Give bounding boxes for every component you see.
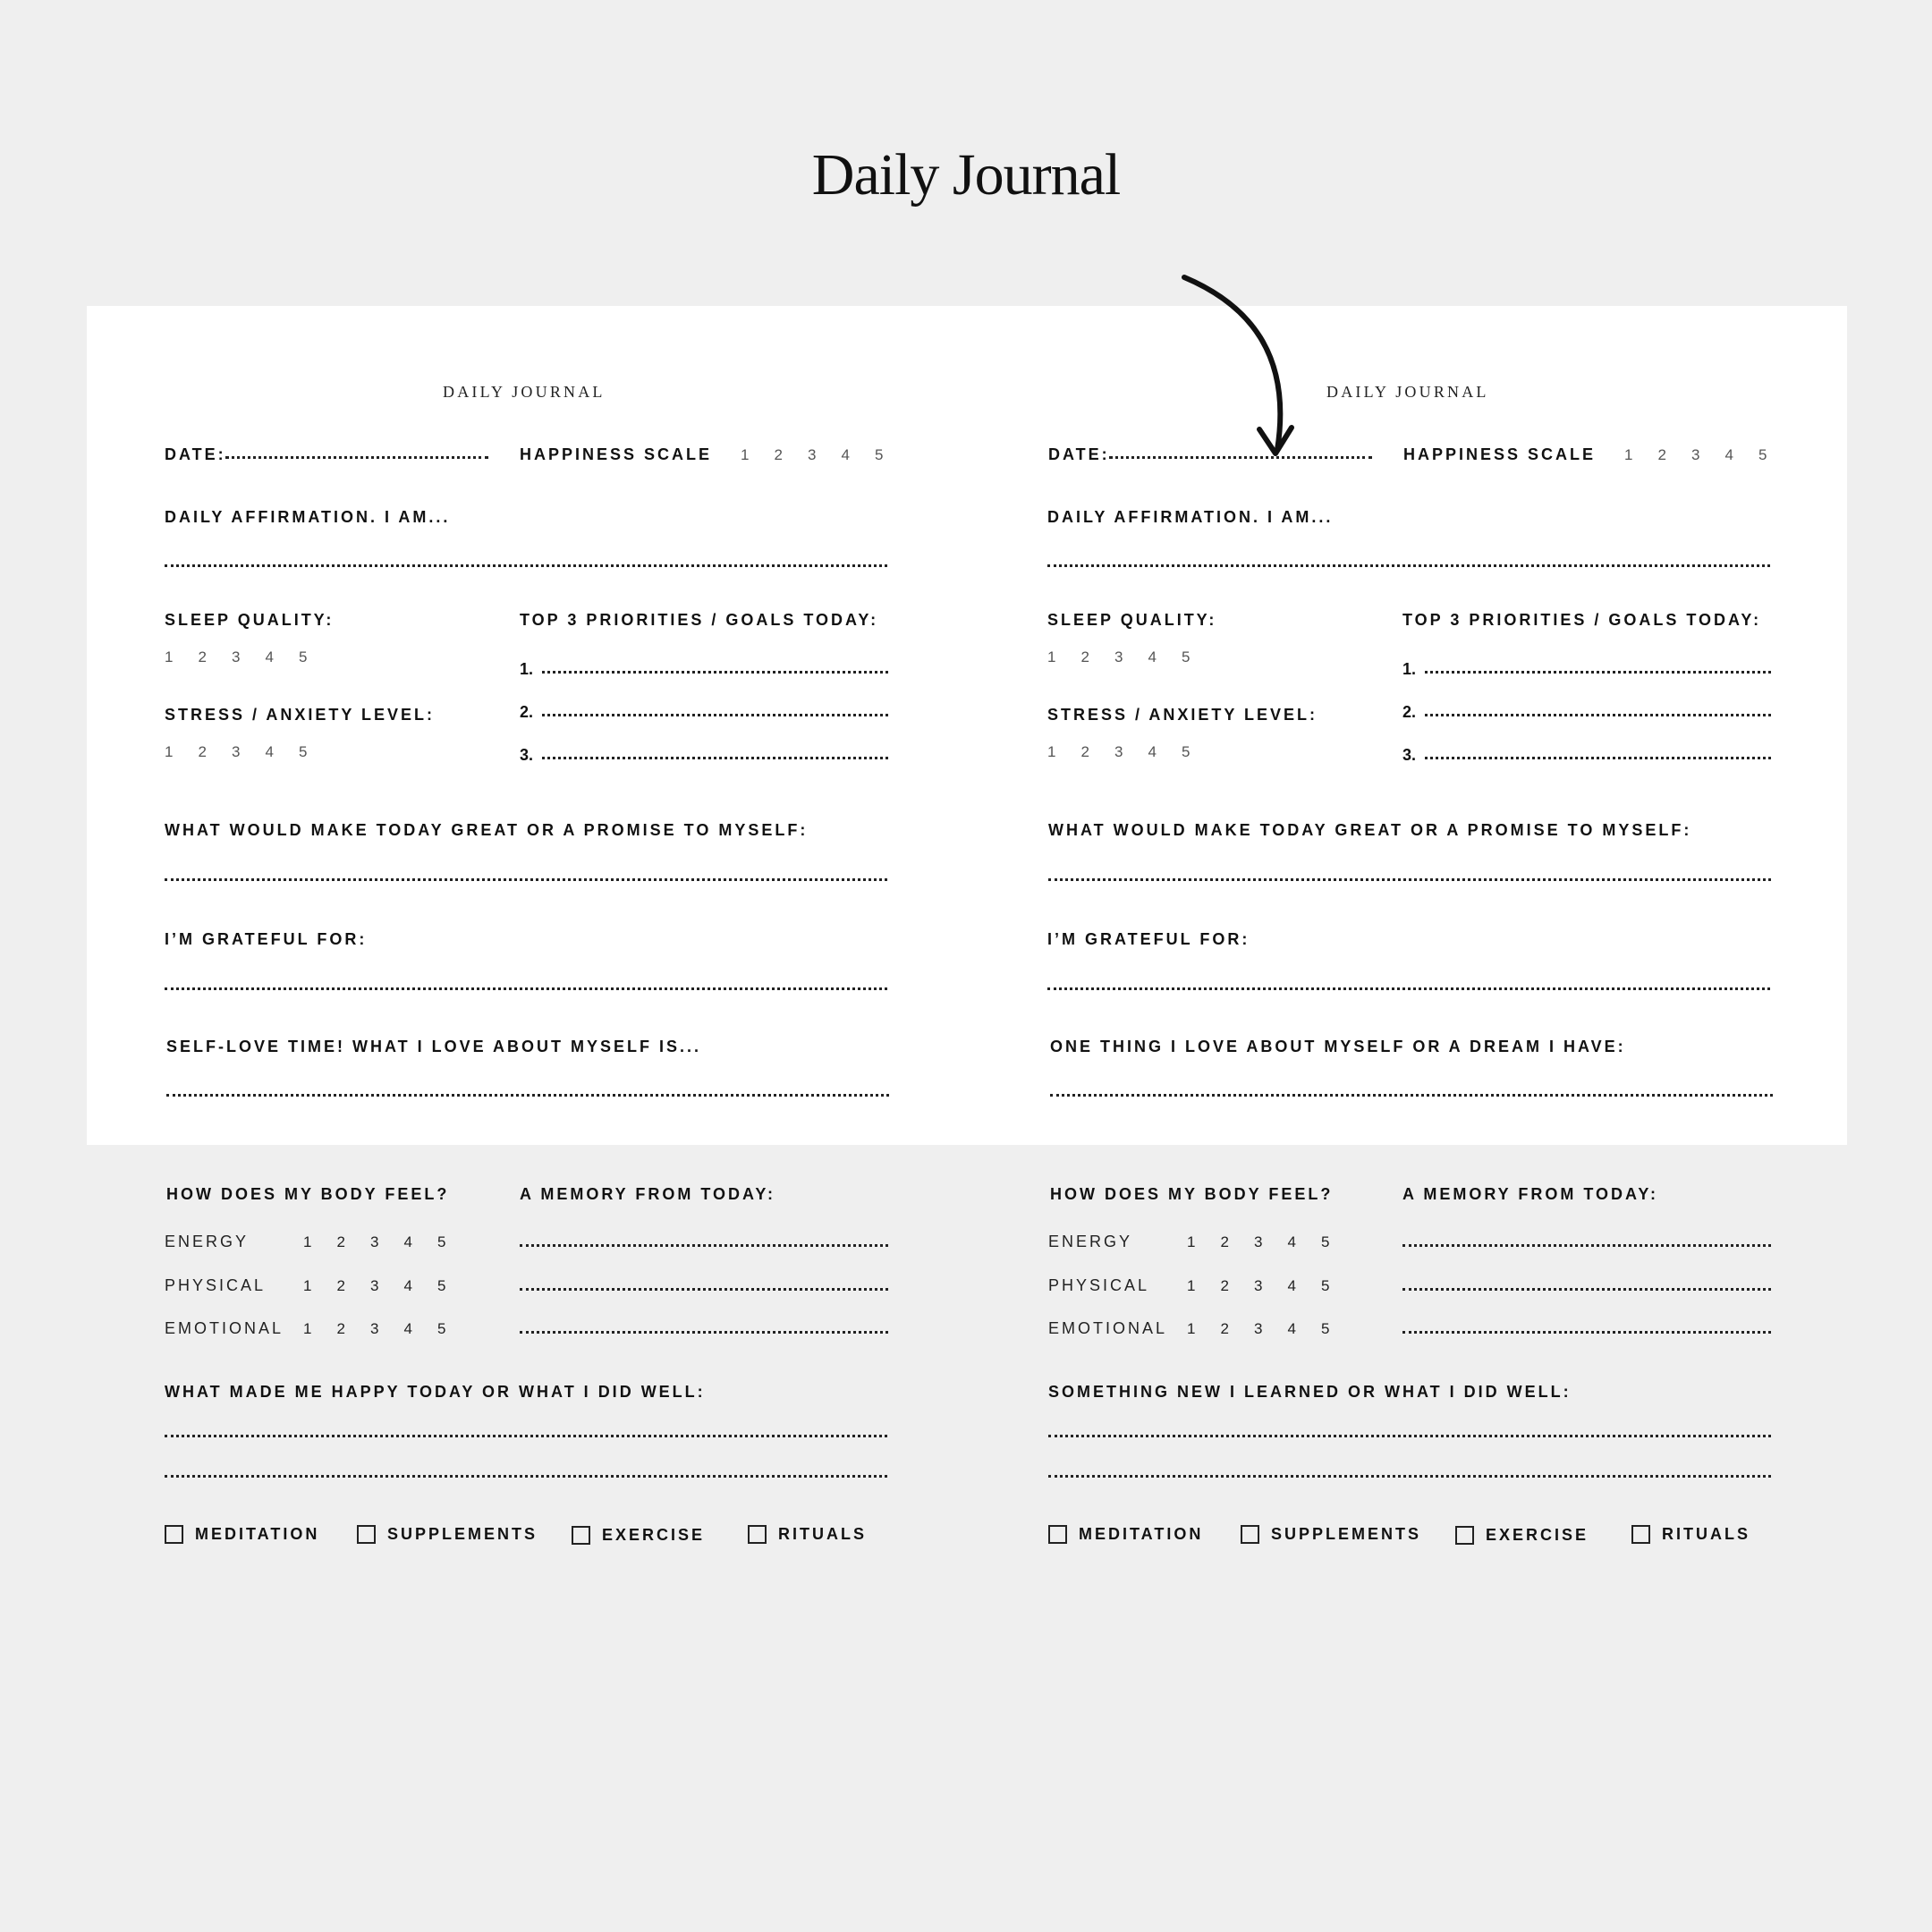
happiness-scale[interactable]: 1 2 3 4 5 xyxy=(1624,446,1767,463)
happiness-scale[interactable]: 1 2 3 4 5 xyxy=(741,446,884,463)
love-label: ONE THING I LOVE ABOUT MYSELF OR A DREAM I HAVE: xyxy=(1050,1038,1626,1055)
grateful-label: I’M GRATEFUL FOR: xyxy=(1047,930,1250,948)
memory-field[interactable] xyxy=(1402,1244,1771,1247)
happy-label: WHAT MADE ME HAPPY TODAY OR WHAT I DID WELL: xyxy=(165,1383,706,1401)
stress-scale[interactable]: 1 2 3 4 5 xyxy=(165,743,308,760)
supplements-checkbox[interactable] xyxy=(357,1525,538,1544)
checkbox-label: MEDITATION xyxy=(1079,1525,1204,1543)
checkbox-box[interactable] xyxy=(1048,1525,1067,1544)
priority-field[interactable] xyxy=(542,714,888,716)
checkbox-box[interactable] xyxy=(357,1525,376,1544)
date-field[interactable] xyxy=(225,456,488,459)
memory-label: A MEMORY FROM TODAY: xyxy=(1402,1185,1659,1203)
rituals-checkbox[interactable] xyxy=(748,1525,867,1544)
emotional-scale[interactable]: 1 2 3 4 5 xyxy=(1187,1320,1330,1337)
great-label: WHAT WOULD MAKE TODAY GREAT OR A PROMISE TO MYSELF: xyxy=(165,821,809,839)
energy-label: ENERGY xyxy=(165,1233,250,1250)
stress-label: STRESS / ANXIETY LEVEL: xyxy=(1047,706,1318,724)
love-field[interactable] xyxy=(1050,1094,1773,1097)
happy-field[interactable] xyxy=(165,1475,887,1478)
body-label: HOW DOES MY BODY FEEL? xyxy=(166,1185,450,1203)
memory-field[interactable] xyxy=(520,1288,888,1291)
great-field[interactable] xyxy=(1048,878,1771,881)
affirmation-label: DAILY AFFIRMATION. I AM... xyxy=(1047,508,1334,526)
page-title: Daily Journal xyxy=(811,142,1121,208)
checkbox-box[interactable] xyxy=(572,1526,590,1545)
checkbox-label: RITUALS xyxy=(1662,1525,1750,1543)
meditation-checkbox[interactable] xyxy=(165,1525,319,1544)
checkbox-box[interactable] xyxy=(1631,1525,1650,1544)
memory-field[interactable] xyxy=(520,1244,888,1247)
happy-label: SOMETHING NEW I LEARNED OR WHAT I DID WELL: xyxy=(1048,1383,1572,1401)
priority-number: 2. xyxy=(1402,703,1417,721)
left-page xyxy=(0,0,894,1932)
stress-scale[interactable]: 1 2 3 4 5 xyxy=(1047,743,1191,760)
physical-scale[interactable]: 1 2 3 4 5 xyxy=(1187,1277,1330,1294)
priorities-label: TOP 3 PRIORITIES / GOALS TODAY: xyxy=(1402,611,1762,629)
great-field[interactable] xyxy=(165,878,887,881)
great-label: WHAT WOULD MAKE TODAY GREAT OR A PROMISE TO MYSELF: xyxy=(1048,821,1692,839)
body-label: HOW DOES MY BODY FEEL? xyxy=(1050,1185,1334,1203)
date-label: DATE: xyxy=(1048,445,1110,463)
priority-field[interactable] xyxy=(1425,671,1771,674)
energy-scale[interactable]: 1 2 3 4 5 xyxy=(1187,1233,1330,1250)
priority-number: 1. xyxy=(1402,660,1417,678)
priority-number: 3. xyxy=(520,746,534,764)
physical-label: PHYSICAL xyxy=(165,1276,267,1294)
checkbox-label: SUPPLEMENTS xyxy=(387,1525,538,1543)
rituals-checkbox[interactable] xyxy=(1631,1525,1750,1544)
page-header: DAILY JOURNAL xyxy=(443,383,606,401)
happy-field[interactable] xyxy=(1048,1475,1771,1478)
grateful-field[interactable] xyxy=(165,987,887,990)
happiness-label: HAPPINESS SCALE xyxy=(1403,445,1597,463)
priority-number: 1. xyxy=(520,660,534,678)
memory-label: A MEMORY FROM TODAY: xyxy=(520,1185,776,1203)
sleep-label: SLEEP QUALITY: xyxy=(1047,611,1217,629)
emotional-scale[interactable]: 1 2 3 4 5 xyxy=(303,1320,446,1337)
checkbox-label: EXERCISE xyxy=(1486,1526,1589,1544)
physical-label: PHYSICAL xyxy=(1048,1276,1150,1294)
affirmation-field[interactable] xyxy=(165,564,887,567)
checkbox-label: SUPPLEMENTS xyxy=(1271,1525,1422,1543)
affirmation-label: DAILY AFFIRMATION. I AM... xyxy=(165,508,451,526)
memory-field[interactable] xyxy=(520,1331,888,1334)
exercise-checkbox[interactable] xyxy=(1455,1526,1589,1545)
arrow-down-icon xyxy=(1163,268,1306,474)
checkbox-box[interactable] xyxy=(1241,1525,1259,1544)
checkbox-box[interactable] xyxy=(165,1525,183,1544)
checkbox-box[interactable] xyxy=(748,1525,767,1544)
page-header: DAILY JOURNAL xyxy=(1326,383,1489,401)
sleep-label: SLEEP QUALITY: xyxy=(165,611,335,629)
supplements-checkbox[interactable] xyxy=(1241,1525,1421,1544)
happiness-label: HAPPINESS SCALE xyxy=(520,445,713,463)
happy-field[interactable] xyxy=(1048,1435,1771,1437)
right-page xyxy=(884,0,1778,1932)
priority-number: 2. xyxy=(520,703,534,721)
grateful-label: I’M GRATEFUL FOR: xyxy=(165,930,368,948)
checkbox-box[interactable] xyxy=(1455,1526,1474,1545)
priority-field[interactable] xyxy=(1425,757,1771,759)
love-field[interactable] xyxy=(166,1094,889,1097)
memory-field[interactable] xyxy=(1402,1288,1771,1291)
sleep-scale[interactable]: 1 2 3 4 5 xyxy=(165,648,308,665)
checkbox-label: RITUALS xyxy=(778,1525,867,1543)
priority-number: 3. xyxy=(1402,746,1417,764)
meditation-checkbox[interactable] xyxy=(1048,1525,1203,1544)
love-label: SELF-LOVE TIME! WHAT I LOVE ABOUT MYSELF IS... xyxy=(166,1038,701,1055)
checkbox-label: MEDITATION xyxy=(195,1525,320,1543)
affirmation-field[interactable] xyxy=(1047,564,1770,567)
date-label: DATE: xyxy=(165,445,226,463)
grateful-field[interactable] xyxy=(1047,987,1770,990)
priority-field[interactable] xyxy=(542,671,888,674)
emotional-label: EMOTIONAL xyxy=(1048,1319,1168,1337)
sleep-scale[interactable]: 1 2 3 4 5 xyxy=(1047,648,1191,665)
priority-field[interactable] xyxy=(542,757,888,759)
energy-scale[interactable]: 1 2 3 4 5 xyxy=(303,1233,446,1250)
stress-label: STRESS / ANXIETY LEVEL: xyxy=(165,706,436,724)
energy-label: ENERGY xyxy=(1048,1233,1133,1250)
physical-scale[interactable]: 1 2 3 4 5 xyxy=(303,1277,446,1294)
memory-field[interactable] xyxy=(1402,1331,1771,1334)
checkbox-label: EXERCISE xyxy=(602,1526,706,1544)
emotional-label: EMOTIONAL xyxy=(165,1319,284,1337)
happy-field[interactable] xyxy=(165,1435,887,1437)
exercise-checkbox[interactable] xyxy=(572,1526,705,1545)
priorities-label: TOP 3 PRIORITIES / GOALS TODAY: xyxy=(520,611,879,629)
priority-field[interactable] xyxy=(1425,714,1771,716)
